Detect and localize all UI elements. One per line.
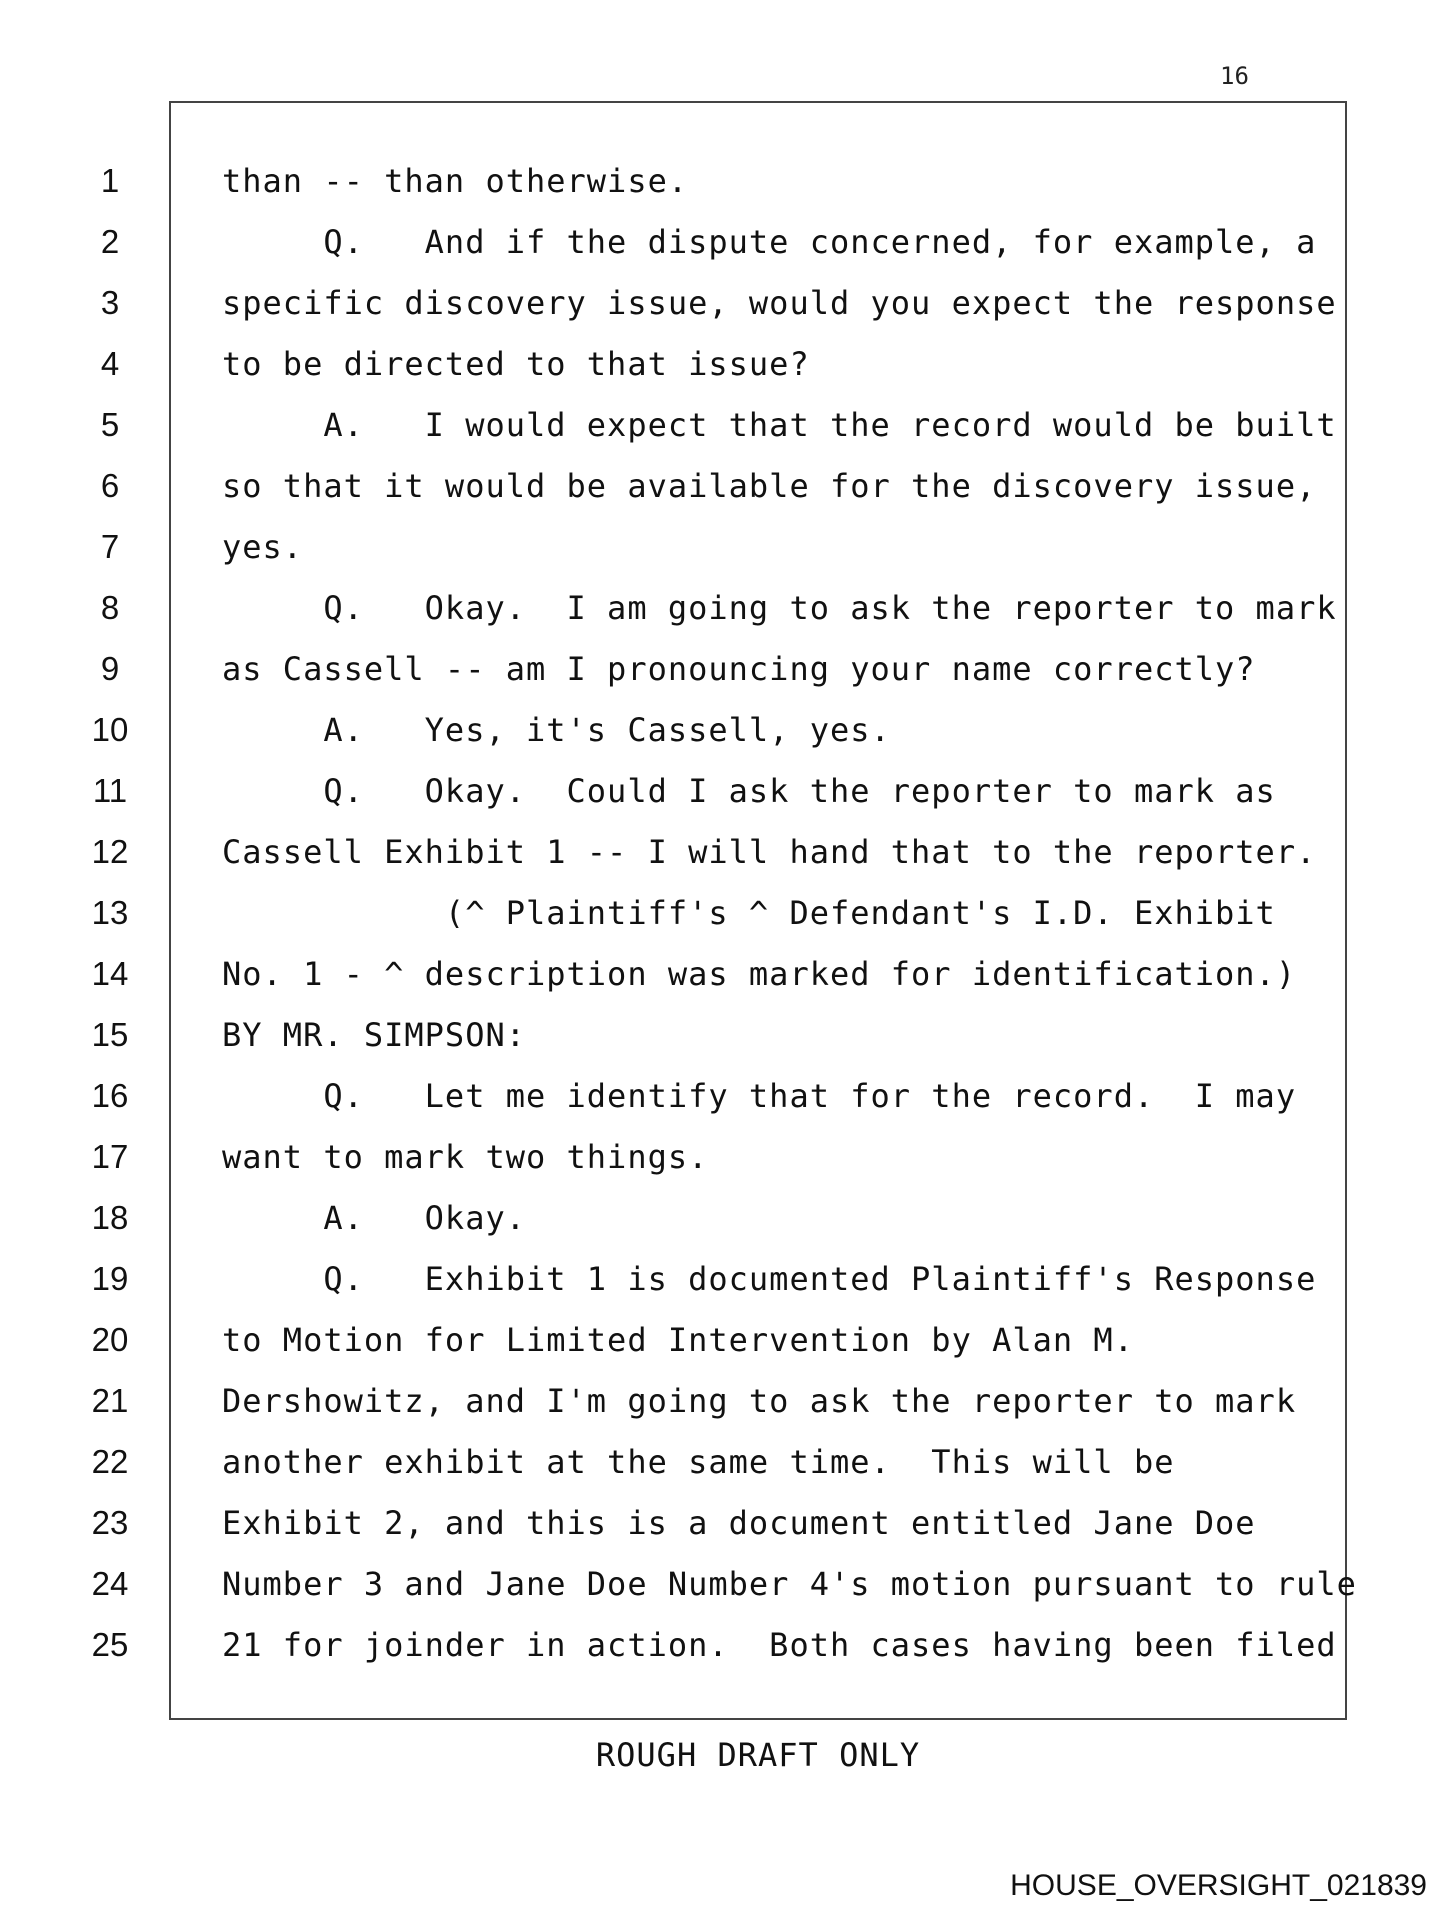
line-number: 2 — [100, 223, 120, 260]
transcript-line: yes. — [222, 528, 304, 566]
line-number: 12 — [91, 833, 129, 870]
transcript-line: to Motion for Limited Intervention by Alan M. — [222, 1321, 1134, 1359]
line-number: 8 — [100, 589, 120, 626]
line-number: 22 — [91, 1443, 129, 1480]
transcript-line: Q. Okay. I am going to ask the reporter to mark — [222, 589, 1337, 627]
line-number: 5 — [100, 406, 120, 443]
line-number: 17 — [91, 1138, 129, 1175]
line-number: 25 — [91, 1626, 129, 1663]
transcript-line: BY MR. SIMPSON: — [222, 1016, 526, 1054]
line-number: 10 — [91, 711, 129, 748]
line-number: 13 — [91, 894, 129, 931]
transcript-line: another exhibit at the same time. This will be — [222, 1443, 1175, 1481]
line-number: 23 — [91, 1504, 129, 1541]
transcript-line: 21 for joinder in action. Both cases having been filed — [222, 1626, 1337, 1664]
line-number: 21 — [91, 1382, 129, 1419]
transcript-line: Q. Okay. Could I ask the reporter to mark as — [222, 772, 1276, 810]
transcript-line: specific discovery issue, would you expect the response — [222, 284, 1337, 322]
transcript-line: want to mark two things. — [222, 1138, 709, 1176]
line-number: 16 — [91, 1077, 129, 1114]
line-number: 20 — [91, 1321, 129, 1358]
transcript-line: to be directed to that issue? — [222, 345, 810, 383]
line-number: 15 — [91, 1016, 129, 1053]
transcript-line: No. 1 - ^ description was marked for identification.) — [222, 955, 1297, 993]
line-number: 14 — [91, 955, 129, 992]
transcript-line: than -- than otherwise. — [222, 162, 689, 200]
transcript-line: Exhibit 2, and this is a document entitled Jane Doe — [222, 1504, 1256, 1542]
bates-number: HOUSE_OVERSIGHT_021839 — [1010, 1869, 1427, 1902]
line-number: 18 — [91, 1199, 129, 1236]
line-number: 9 — [100, 650, 120, 687]
line-number: 1 — [100, 162, 120, 199]
line-number: 7 — [100, 528, 120, 565]
line-number: 6 — [100, 467, 120, 504]
transcript-line: as Cassell -- am I pronouncing your name correctly? — [222, 650, 1256, 688]
transcript-line: so that it would be available for the discovery issue, — [222, 467, 1317, 505]
line-number: 11 — [92, 772, 128, 809]
line-number: 4 — [100, 345, 120, 382]
transcript-line: Dershowitz, and I'm going to ask the reporter to mark — [222, 1382, 1297, 1420]
transcript-line: A. I would expect that the record would be built — [222, 406, 1337, 444]
transcript-line: Cassell Exhibit 1 -- I will hand that to the reporter. — [222, 833, 1317, 871]
transcript-line: A. Okay. — [222, 1199, 526, 1237]
rough-draft-footer: ROUGH DRAFT ONLY — [595, 1736, 921, 1774]
transcript-line: A. Yes, it's Cassell, yes. — [222, 711, 891, 749]
line-number: 19 — [91, 1260, 129, 1297]
transcript-line: Q. Let me identify that for the record. I may — [222, 1077, 1297, 1115]
line-number: 3 — [100, 284, 120, 321]
transcript-line: (^ Plaintiff's ^ Defendant's I.D. Exhibit — [222, 894, 1276, 932]
page-number: 16 — [1220, 62, 1249, 90]
transcript-line: Q. Exhibit 1 is documented Plaintiff's Response — [222, 1260, 1317, 1298]
transcript-line: Number 3 and Jane Doe Number 4's motion pursuant to rule — [222, 1565, 1357, 1603]
line-number: 24 — [91, 1565, 129, 1602]
transcript-line: Q. And if the dispute concerned, for example, a — [222, 223, 1317, 261]
